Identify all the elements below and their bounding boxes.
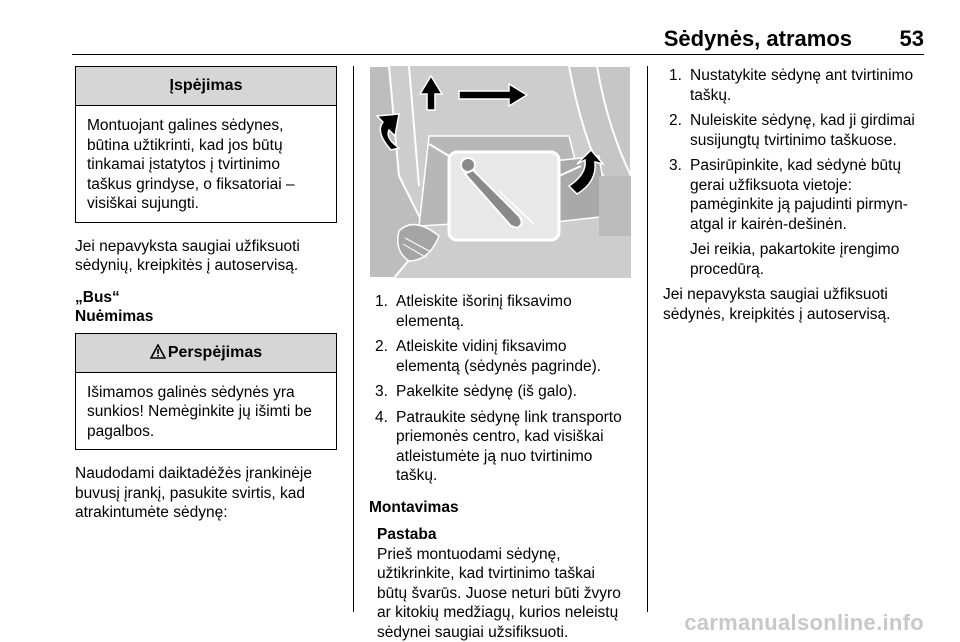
removal-heading: Nuėmimas [75,308,154,325]
column-divider-2 [647,66,648,612]
warning-triangle-icon [150,334,166,372]
bus-heading: „Bus“ [75,288,120,306]
step-line: priemonės centro, kad visiškai [396,428,604,445]
warning-line: pagalbos. [87,422,155,440]
list-item [369,292,639,331]
warning-line: Išimamos galinės sėdynės yra [87,383,295,401]
step-line: Patraukite sėdynę link transporto [396,408,622,426]
note-line: sėdynei saugiai užsifiksuoti. [377,623,569,641]
removal-steps [369,292,639,486]
step-line: Atleiskite vidinį fiksavimo [396,338,567,355]
left-column [75,66,337,523]
warning-line: sunkios! Nemėginkite jų išimti be [87,403,312,420]
note-heading: Pastaba [377,526,437,543]
paragraph-service [75,237,337,276]
step-line: Atleiskite išorinį fiksavimo [396,293,572,310]
installation-heading: Montavimas [369,498,459,516]
caution-line: visiškai sujungti. [87,195,199,212]
installation-steps [663,66,925,279]
step-line: Nustatykite sėdynę ant tvirtinimo [690,67,914,84]
list-item [663,156,925,279]
step-line: susijungtų tvirtinimo taškuose. [690,131,897,149]
warning-body [76,373,336,450]
step-line: Jei reikia, pakartokite įrengimo [690,241,900,258]
paragraph-service-2 [663,285,925,324]
step-line: taškų. [690,86,732,104]
step-line: taškų. [396,467,438,484]
text-line: Jei nepavyksta saugiai užfiksuoti [75,237,300,255]
middle-column [369,292,639,642]
step-line: Nuleiskite sėdynę, kad ji girdimai [690,112,915,129]
caution-line: būtina užtikrinti, kad jos būtų [87,136,283,154]
list-item [663,111,925,150]
caution-line: tinkamai įstatytos į tvirtinimo [87,156,280,173]
header-rule [72,54,924,55]
note-line: ar kitokių medžiagų, kurios neleistų [377,604,619,621]
caution-line: taškus grindyse, o fiksatoriai – [87,175,295,193]
text-line: buvusį įrankį, pasukite svirtis, kad [75,484,306,502]
step-line: elementą (sėdynės pagrinde). [396,357,602,375]
step-number: 2. [669,112,682,129]
text-line: sėdynių, kreipkitės į autoservisą. [75,257,299,274]
paragraph-tool [75,464,337,523]
list-item [369,382,639,402]
section-title: Sėdynės, atramos [663,26,852,51]
step-number: 3. [375,383,388,400]
caution-box [75,66,337,223]
step-number: 1. [669,67,682,84]
text-line: sėdynės, kreipkitės į autoservisą. [663,305,891,323]
warning-heading-row [76,334,336,373]
caution-line: Montuojant galines sėdynes, [87,117,284,134]
text-line: Jei nepavyksta saugiai užfiksuoti [663,286,888,303]
step-line: pamėginkite ją pajudinti pirmyn- [690,196,908,213]
step-line: gerai užfiksuota vietoje: [690,176,852,194]
text-line: atrakintumėte sėdynę: [75,504,228,521]
caution-heading: Įspėjimas [76,67,336,106]
right-column [663,66,925,324]
step-line: procedūrą. [690,260,765,278]
warning-box [75,333,337,451]
step-number: 3. [669,157,682,174]
note-line: Prieš montuodami sėdynę, [377,545,561,563]
step-number: 4. [375,408,388,426]
step-line: elementą. [396,312,465,330]
caution-body [76,106,336,222]
note-line: užtikrinkite, kad tvirtinimo taškai [377,565,595,582]
step-line: atleistumėte ją nuo tvirtinimo [396,447,593,465]
list-item [369,337,639,376]
note-line: būtų švarūs. Juose neturi būti žvyro [377,584,621,602]
step-number: 2. [375,338,388,355]
seat-illustration [369,66,631,278]
step-number: 1. [375,293,388,310]
step-line: atgal ir kairėn-dešinėn. [690,215,847,233]
column-divider-1 [353,66,354,612]
note-block [369,525,639,642]
watermark: carmanualsonline.info [684,610,924,635]
text-line: Naudodami daiktadėžės įrankinėje [75,465,312,482]
list-item [369,408,639,486]
page-number: 53 [899,26,924,51]
list-item [663,66,925,105]
warning-heading: Perspėjimas [167,343,263,361]
step-line: Pasirūpinkite, kad sėdynė būtų [690,157,902,174]
step-line: Pakelkite sėdynę (iš galo). [396,383,577,400]
